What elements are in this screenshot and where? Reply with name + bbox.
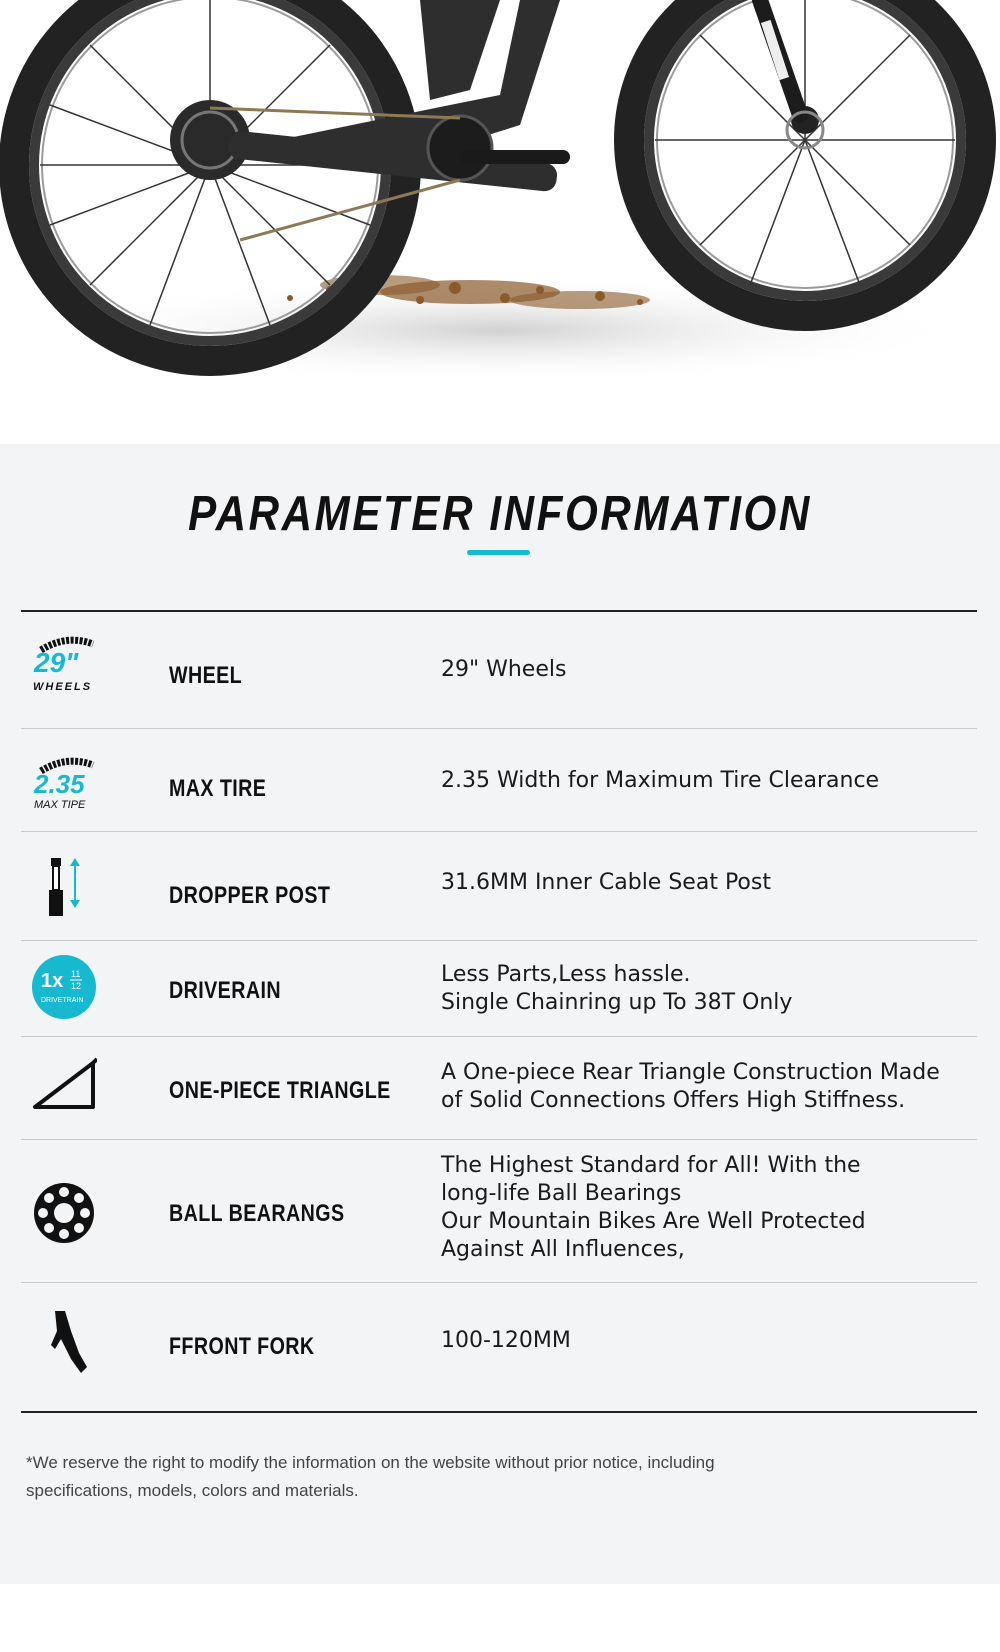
parameter-section [0,444,1000,1584]
svg-text:12: 12 [71,981,82,991]
param-row-drivetrain [21,941,977,1036]
param-value: The Highest Standard for All! With the long-life Ball Bearings Our Mountain Bikes Are Well Protected Against All Influences, [441,1153,866,1262]
param-value: A One-piece Rear Triangle Construction Made of Solid Connections Offers High Stiffness. [441,1060,940,1113]
param-value: 100-120MM [441,1328,571,1353]
param-row-dropper-post [21,832,977,940]
param-label: FFRONT FORK [169,1333,315,1360]
front-wheel [629,0,981,316]
triangle-frame-icon [31,1057,97,1123]
bike-hero-image [0,0,1000,444]
title-underline [467,550,530,555]
param-label: BALL BEARANGS [169,1200,345,1227]
table-bottom-rule [21,1411,977,1413]
max-tire-icon [31,753,97,819]
mountain-bike-illustration [0,0,1000,444]
section-title: PARAMETER INFORMATION [188,487,812,541]
svg-text:11: 11 [71,969,81,979]
param-row-front-fork [21,1283,977,1403]
param-label: MAX TIRE [169,775,267,802]
param-label: DROPPER POST [169,882,331,909]
param-value: Less Parts,Less hassle. Single Chainring up To 38T Only [441,962,793,1015]
svg-text:2.35: 2.35 [34,769,85,799]
param-label: WHEEL [169,662,243,689]
param-value: 31.6MM Inner Cable Seat Post [441,870,771,895]
svg-text:MAX TIPE: MAX TIPE [34,799,86,811]
svg-text:DRIVETRAIN: DRIVETRAIN [41,997,84,1004]
param-value: 2.35 Width for Maximum Tire Clearance [441,768,880,793]
param-label: ONE-PIECE TRIANGLE [169,1077,391,1104]
param-row-wheel [21,612,977,718]
disclaimer-text: *We reserve the right to modify the information on the website without prior notice, including specifications, models, colors and materials. [26,1453,715,1500]
param-row-max-tire [21,729,977,831]
front-fork-icon [31,1309,97,1375]
param-value: 29" Wheels [441,657,567,682]
drivetrain-icon [31,954,97,1020]
param-label: DRIVERAIN [169,977,281,1004]
ball-bearing-icon [31,1180,97,1246]
svg-text:1x: 1x [41,970,64,992]
wheel-29-icon [31,630,97,696]
param-row-ball-bearings [21,1140,977,1282]
svg-text:29": 29" [34,647,79,678]
param-row-one-piece-triangle [21,1037,977,1139]
svg-text:WHEELS: WHEELS [33,681,93,693]
dropper-post-icon [31,856,97,922]
